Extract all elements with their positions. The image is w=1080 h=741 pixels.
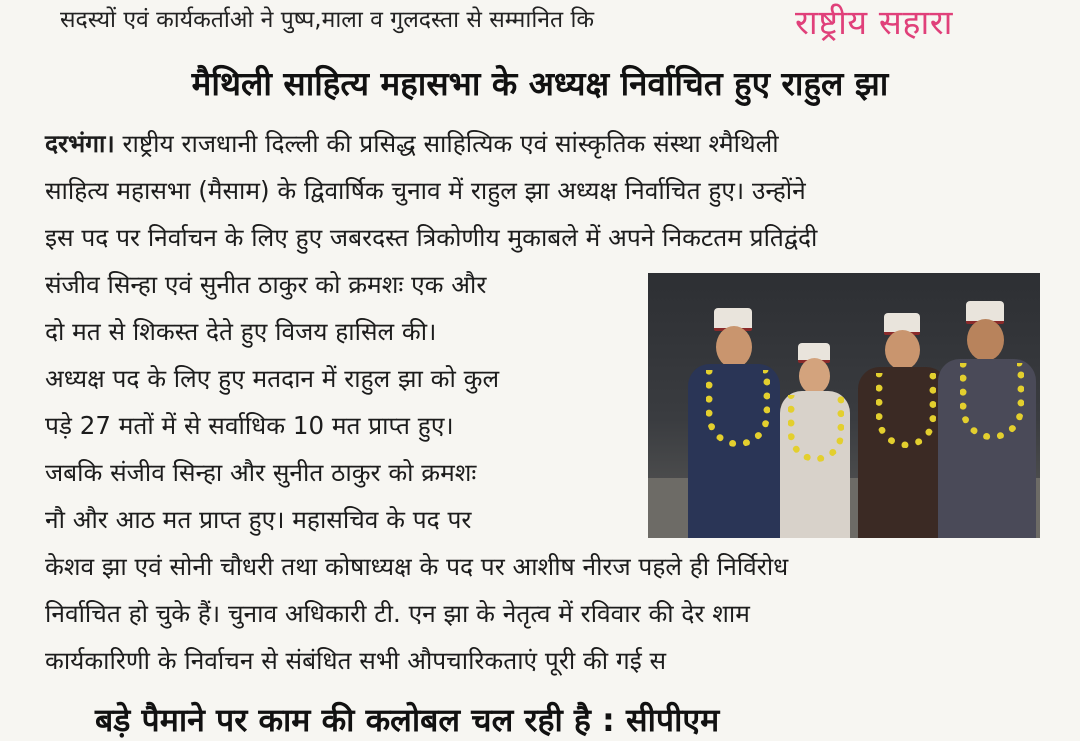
article-line: साहित्य महासभा (मैसाम) के द्विवार्षिक चुनाव में राहुल झा अध्यक्ष निर्वाचित हुए। उन्होंने (45, 176, 806, 205)
article-line: निर्वाचित हो चुके हैं। चुनाव अधिकारी टी. एन झा के नेतृत्व में रविवार की देर शाम (45, 599, 750, 628)
article-line: नौ और आठ मत प्राप्त हुए। महासचिव के पद पर (45, 505, 472, 534)
article-line: कार्यकारिणी के निर्वाचन से संबंधित सभी औपचारिकताएं पूरी की गई स (45, 646, 667, 675)
article-line: दो मत से शिकस्त देते हुए विजय हासिल की। (45, 317, 437, 346)
article-line: संजीव सिन्हा एवं सुनीत ठाकुर को क्रमशः एक और (45, 270, 487, 299)
next-article-headline: बड़े पैमाने पर काम की कलोबल चल रही है : सीपीएम (95, 701, 720, 739)
article-line: जबकि संजीव सिन्हा और सुनीत ठाकुर को क्रमशः (45, 458, 477, 487)
article-line: अध्यक्ष पद के लिए हुए मतदान में राहुल झा को कुल (45, 364, 500, 393)
article-dateline: दरभंगा। (45, 129, 115, 158)
article-line-text: राष्ट्रीय राजधानी दिल्ली की प्रसिद्ध साहित्यिक एवं सांस्कृतिक संस्था श्मैथिली (114, 129, 779, 158)
article-line: पड़े 27 मतों में से सर्वाधिक 10 मत प्राप्त हुए। (45, 411, 454, 440)
newspaper-masthead: राष्ट्रीय सहारा (795, 3, 953, 43)
group-photo (648, 273, 1040, 538)
article-line: केशव झा एवं सोनी चौधरी तथा कोषाध्यक्ष के पद पर आशीष नीरज पहले ही निर्विरोध (45, 552, 789, 581)
article-headline: मैथिली साहित्य महासभा के अध्यक्ष निर्वाचित हुए राहुल झा (191, 64, 889, 103)
previous-article-line: सदस्यों एवं कार्यकर्ताओ ने पुष्प,माला व गुलदस्ता से सम्मानित कि (60, 7, 595, 33)
article-line (45, 127, 779, 160)
article-line: इस पद पर निर्वाचन के लिए हुए जबरदस्त त्रिकोणीय मुकाबले में अपने निकटतम प्रतिद्वंदी (45, 223, 818, 252)
